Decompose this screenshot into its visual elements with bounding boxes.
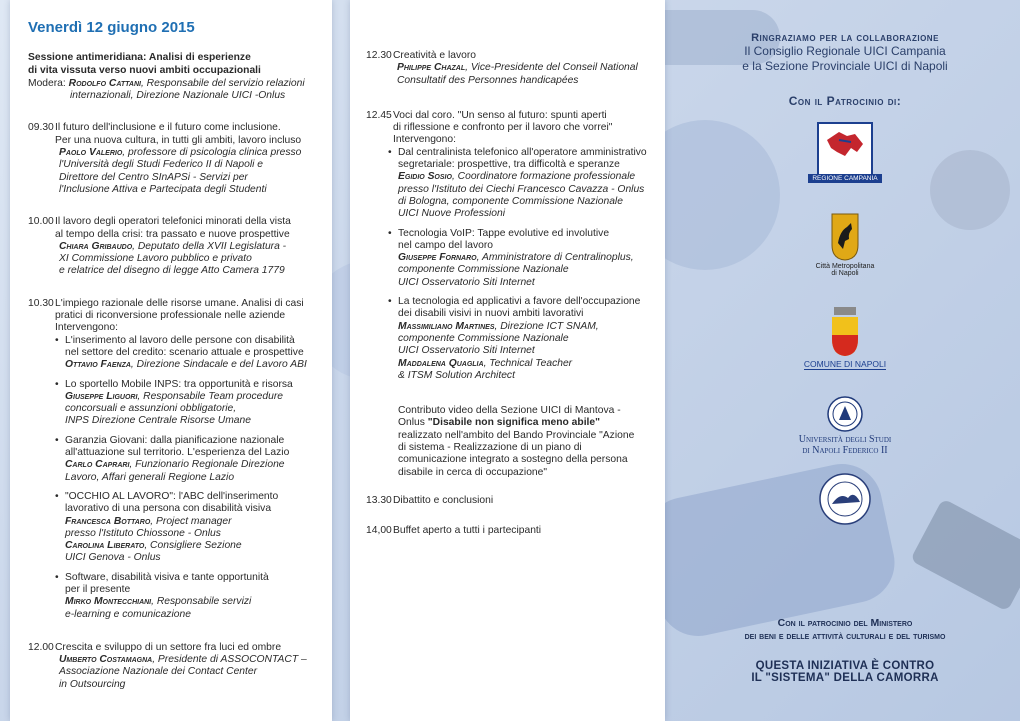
- program-panel-left: [10, 0, 332, 721]
- agenda-time: 09.30: [28, 122, 54, 134]
- speaker: Paolo Valerio, professore di psicologia clinica presso: [59, 147, 302, 159]
- parthenope-logo: [690, 472, 1000, 526]
- agenda-item: 12.30 Creatività e lavoro Philippe Chazal, Vice-Presidente del Conseil National Consultatif des Personnes handicapées: [366, 50, 638, 86]
- horse-shield-icon: [831, 213, 859, 261]
- list-item: • Tecnologia VoIP: Tappe evolutive ed involutive nel campo del lavoro Giuseppe Fornaro, Amministratore di Centralinoplus, componente Commissione Nazionale UICI Osservatorio Siti Internet: [388, 228, 655, 289]
- list-item: • Dal centralinista telefonico all'operatore amministrativo segretariale: prospettive, tra difficoltà e speranze Egidio Sosio, Coordinatore formazione professionale presso l'Istituto dei Ciechi Francesco Cavazza - Onlus di Bologna, componente Commissione Nazionale UICI Nuove Professioni: [388, 147, 655, 221]
- agenda-time: 12.45: [366, 109, 392, 121]
- agenda-item: 10.00 Il lavoro degli operatori telefonici minorati della vista al tempo della crisi: tra passato e nuove prospettive Chiara Gribaudo, Deputato della XVII Legislatura - XI Commissione Lavoro pubblico e privato e relatrice del disegno di legge Atto Camera 1779: [28, 216, 318, 277]
- speaker: Chiara Gribaudo, Deputato della XVII Legislatura -: [59, 240, 287, 252]
- list-item: • Garanzia Giovani: dalla pianificazione nazionale all'attuazione sul territorio. L'esperienza del Lazio Carlo Caprari, Funzionario Regionale Direzione Lavoro, Affari generali Regione Lazio: [55, 435, 318, 484]
- event-date: Venerdì 12 giugno 2015: [28, 19, 195, 36]
- patronage-heading: Con il Patrocinio di:: [788, 94, 902, 108]
- list-item: • Software, disabilità visiva e tante opportunità per il presente Mirko Montecchiani, Responsabile servizi e-learning e comunicazione: [55, 572, 318, 621]
- agenda-time: 10.30: [28, 297, 54, 309]
- moderator-role: internazionali, Direzione Nazionale UICI -Onlus: [70, 90, 286, 102]
- agenda-time: 13.30: [366, 494, 392, 506]
- agenda-item: 12.00 Crescita e sviluppo di un settore fra luci ed ombre Umberto Costamagna, Presidente di ASSOCONTACT – Associazione Nazionale dei Contact Center in Outsourcing: [28, 641, 307, 690]
- list-item: • La tecnologia ed applicativi a favore dell'occupazione dei disabili visivi in nuovi ambiti lavorativi Massimiliano Martines, Direzione ICT SNAM, componente Commissione Nazionale UICI Osservatorio Siti Internet Maddalena Quaglia, Technical Teacher & ITSM Solution Architect: [388, 296, 655, 382]
- session-title: Sessione antimeridiana: Analisi di esperienze di vita vissuta verso nuovi ambiti occupazionali: [28, 52, 261, 76]
- university-seal-icon: [827, 394, 863, 434]
- list-item: • L'inserimento al lavoro delle persone con disabilità nel settore del credito: scenario attuale e prospettive Ottavio Faenza, Direzione Sindacale e del Lavoro ABI: [55, 335, 318, 372]
- moderator: Modera: Rodolfo Cattani, Responsabile del servizio relazioni: [28, 77, 305, 89]
- agenda-time: 12.00: [28, 641, 54, 653]
- footer-notes: Con il patrocinio del Ministero dei beni e delle attività culturali e del turismo QUESTA INIZIATIVA È CONTRO IL "SISTEMA" DELLA CAMORRA: [690, 617, 1000, 684]
- campania-emblem-icon: [817, 122, 873, 176]
- agenda-time: 10.00: [28, 216, 54, 228]
- video-contribution: Contributo video della Sezione UICI di Mantova - Onlus "Disabile non significa meno abile" realizzato nell'ambito del Bando Provinciale "Azione di sistema - Realizzazione di un piano di comunicazione integrato a sostegno della persona disabile in cerca di occupazione": [398, 405, 635, 478]
- program-panel-middle: [350, 0, 665, 721]
- citta-metropolitana-logo: Città Metropolitana di Napoli: [690, 213, 1000, 277]
- agenda-item: 10.30 L'impiego razionale delle risorse umane. Analisi di casi pratici di riconversione professionale nelle aziende Intervengono:: [28, 297, 304, 334]
- agenda-time: 12.30: [366, 50, 392, 61]
- napoli-shield-icon: [830, 305, 860, 357]
- agenda-item: 13.30 Dibattito e conclusioni: [366, 494, 494, 506]
- agenda-item: 12.45 Voci dal coro. "Un senso al futuro: spunti aperti di riflessione e confronto per il lavoro che vorrei" Intervengono:: [366, 109, 613, 146]
- anti-camorra-statement: QUESTA INIZIATIVA È CONTRO: [755, 660, 935, 672]
- sponsors-column: Ringraziamo per la collaborazione Il Consiglio Regionale UICI Campania e la Sezione Provinciale UICI di Napoli Con il Patrocinio di: REGIONE CAMPANIA Città Metropolitana di Napoli COMUNE DI NAPOLI Università degli Studi di Napoli Federico II: [690, 32, 1000, 526]
- thanks-heading: Ringraziamo per la collaborazione: [751, 32, 939, 44]
- list-item: • Lo sportello Mobile INPS: tra opportunità e risorsa Giuseppe Liguori, Responsabile Team procedure concorsuali e assunzioni obbligatorie, INPS Direzione Centrale Risorse Umane: [55, 379, 318, 428]
- regione-campania-logo: REGIONE CAMPANIA: [690, 122, 1000, 183]
- list-item: • "OCCHIO AL LAVORO": l'ABC dell'inserimento lavorativo di una persona con disabilità visiva Francesca Bottaro, Project manager presso l'Istituto Chiossone - Onlus Carolina Liberato, Consigliere Sezione UICI Genova - Onlus: [55, 491, 318, 565]
- agenda-item: 14,00 Buffet aperto a tutti i partecipanti: [366, 525, 542, 537]
- federico-ii-logo: Università degli Studi di Napoli Federico II: [690, 394, 1000, 456]
- speaker-list: [366, 147, 655, 382]
- agenda-item: 09.30 Il futuro dell'inclusione e il futuro come inclusione. Per una nuova cultura, in tutti gli ambiti, lavoro incluso Paolo Valerio, professore di psicologia clinica presso l'Università degli Studi Federico II di Napoli e Direttore del Centro SInAPSi - Servizi per l'Inclusione Attiva e Partecipata degli Studenti: [28, 122, 318, 196]
- speaker-list: [28, 335, 318, 621]
- comune-napoli-logo: COMUNE DI NAPOLI: [690, 305, 1000, 370]
- agenda-time: 14,00: [366, 525, 392, 537]
- parthenope-seal-icon: [818, 472, 872, 526]
